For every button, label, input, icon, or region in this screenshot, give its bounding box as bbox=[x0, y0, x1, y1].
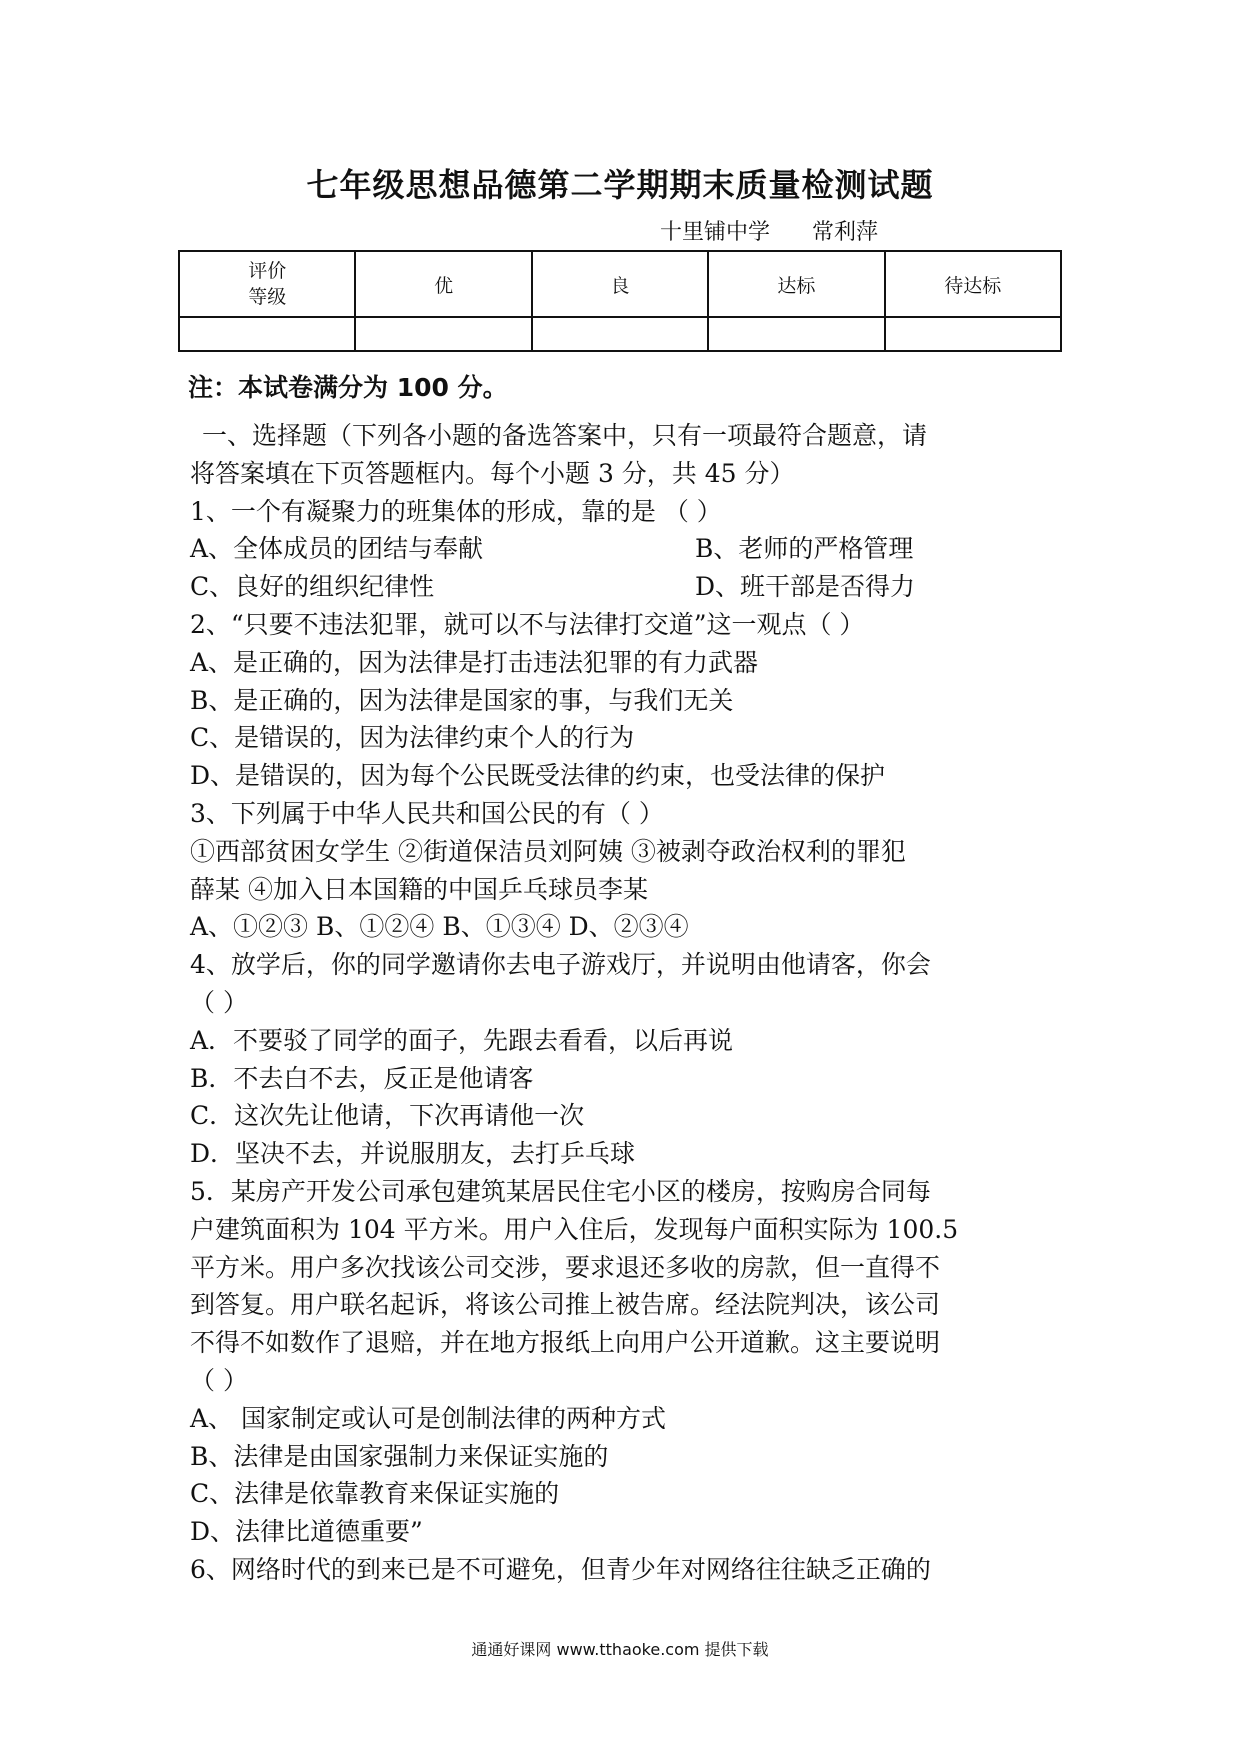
author-line: 十里铺中学 常利萍 bbox=[660, 220, 878, 245]
grade-blank-cell[interactable] bbox=[532, 317, 708, 351]
page-title: 七年级思想品德第二学期期末质量检测试题 bbox=[306, 166, 934, 204]
grade-level-pass: 达标 bbox=[708, 251, 884, 317]
grade-level-excellent: 优 bbox=[355, 251, 531, 317]
grade-level-pending: 待达标 bbox=[885, 251, 1061, 317]
text-line: 到答复。用户联名起诉，将该公司推上被告席。经法院判决，该公司 bbox=[190, 1290, 941, 1320]
text-line: （ ） bbox=[190, 987, 248, 1017]
text-line: 一、选择题（下列各小题的备选答案中，只有一项最符合题意，请 bbox=[202, 421, 928, 450]
text-line: 平方米。用户多次找该公司交涉，要求退还多收的房款，但一直得不 bbox=[190, 1252, 941, 1282]
grade-header-line1: 评价 bbox=[248, 260, 287, 282]
text-line: D、是错误的，因为每个公民既受法律的约束，也受法律的保护 bbox=[190, 761, 886, 791]
grade-header-cell bbox=[179, 251, 355, 317]
grade-blank-cell[interactable] bbox=[708, 317, 884, 351]
option-text: B、老师的严格管理 bbox=[695, 534, 914, 564]
text-line: B、是正确的，因为法律是国家的事，与我们无关 bbox=[190, 685, 734, 715]
text-line: 不得不如数作了退赔，并在地方报纸上向用户公开道歉。这主要说明 bbox=[190, 1328, 941, 1358]
grade-table bbox=[178, 250, 1062, 352]
text-line: 将答案填在下页答题框内。每个小题 3 分，共 45 分） bbox=[190, 458, 795, 488]
text-line: C、法律是依靠教育来保证实施的 bbox=[190, 1479, 560, 1509]
footer-credit: 通通好课网 www.tthaoke.com 提供下载 bbox=[471, 1640, 769, 1659]
text-line: C、是错误的，因为法律约束个人的行为 bbox=[190, 723, 635, 753]
text-line: B．不去白不去，反正是他请客 bbox=[190, 1063, 534, 1093]
text-line: ①西部贫困女学生 ②街道保洁员刘阿姨 ③被剥夺政治权利的罪犯 bbox=[190, 836, 906, 866]
option-text: C、良好的组织纪律性 bbox=[190, 572, 435, 602]
grade-blank-cell[interactable] bbox=[355, 317, 531, 351]
grade-blank-cell[interactable] bbox=[179, 317, 355, 351]
text-line: D．坚决不去，并说服朋友，去打乒乓球 bbox=[190, 1139, 636, 1169]
text-line: A、是正确的，因为法律是打击违法犯罪的有力武器 bbox=[190, 647, 759, 677]
text-line: 4、放学后，你的同学邀请你去电子游戏厅，并说明由他请客，你会 bbox=[190, 950, 931, 980]
text-line: A、 国家制定或认可是创制法律的两种方式 bbox=[190, 1403, 667, 1433]
grade-header-line2: 等级 bbox=[248, 286, 287, 308]
option-row bbox=[190, 568, 1070, 606]
option-text: D、班干部是否得力 bbox=[695, 572, 916, 602]
text-line: A．不要驳了同学的面子，先跟去看看，以后再说 bbox=[190, 1025, 734, 1055]
option-text: A、全体成员的团结与奉献 bbox=[190, 534, 484, 564]
text-line: A、①②③ B、①②④ B、①③④ D、②③④ bbox=[190, 912, 689, 942]
text-line: 2、“只要不违法犯罪，就可以不与法律打交道”这一观点（ ） bbox=[190, 609, 865, 639]
text-line: 5．某房产开发公司承包建筑某居民住宅小区的楼房，按购房合同每 bbox=[190, 1176, 931, 1206]
question-body bbox=[190, 417, 1070, 1589]
score-note: 注：本试卷满分为 100 分。 bbox=[188, 373, 508, 402]
text-line: （ ） bbox=[190, 1365, 248, 1395]
text-line: 3、下列属于中华人民共和国公民的有（ ） bbox=[190, 798, 664, 828]
text-line: 1、一个有凝聚力的班集体的形成，靠的是 （ ） bbox=[190, 496, 722, 526]
text-line: B、法律是由国家强制力来保证实施的 bbox=[190, 1441, 609, 1471]
grade-blank-cell[interactable] bbox=[885, 317, 1061, 351]
option-row bbox=[190, 530, 1070, 568]
text-line: C．这次先让他请，下次再请他一次 bbox=[190, 1101, 585, 1131]
text-line: 6、网络时代的到来已是不可避免，但青少年对网络往往缺乏正确的 bbox=[190, 1554, 931, 1584]
text-line: D、法律比道德重要” bbox=[190, 1517, 423, 1547]
text-line: 户建筑面积为 104 平方米。用户入住后，发现每户面积实际为 100.5 bbox=[190, 1214, 959, 1244]
text-line: 薛某 ④加入日本国籍的中国乒乓球员李某 bbox=[190, 874, 648, 904]
grade-level-good: 良 bbox=[532, 251, 708, 317]
